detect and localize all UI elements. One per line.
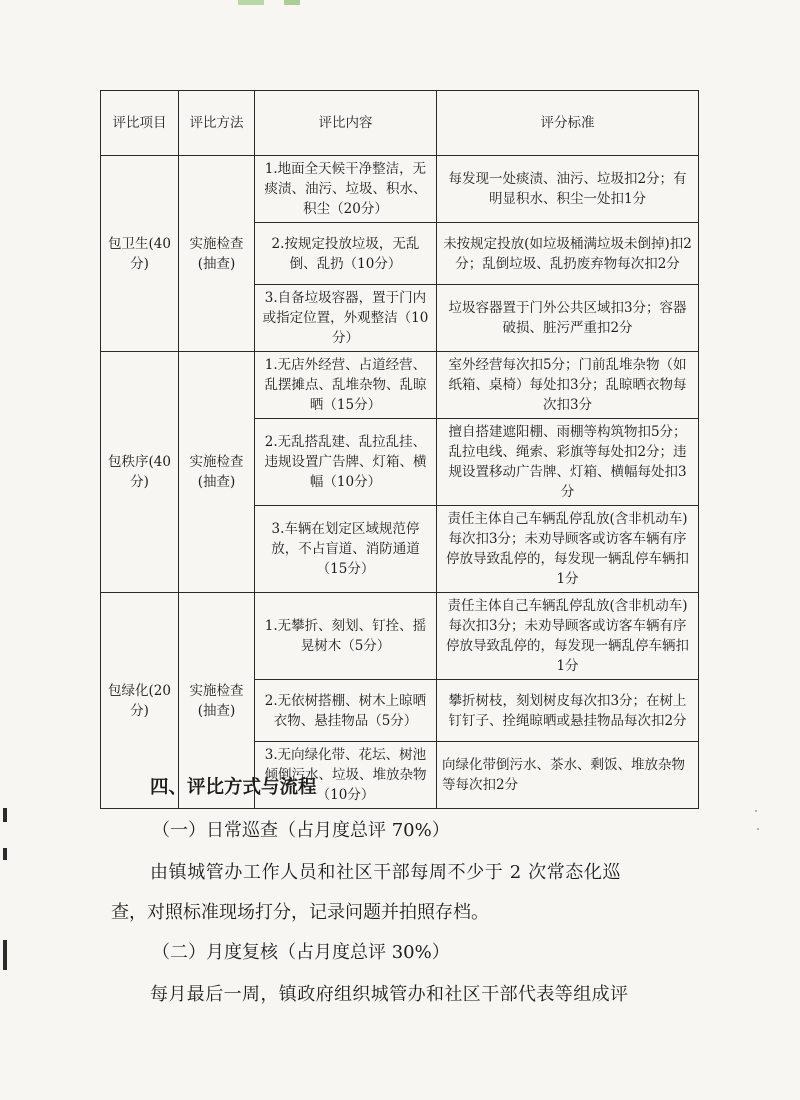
method-cell: 实施检查(抽查) [179, 593, 255, 809]
content-cell: 3.无向绿化带、花坛、树池倾倒污水、垃圾、堆放杂物（10分） [255, 742, 437, 809]
content-cell: 2.按规定投放垃圾，无乱倒、乱扔（10分） [255, 223, 437, 285]
content-cell: 1.无店外经营、占道经营、乱摆摊点、乱堆杂物、乱晾晒（15分） [255, 352, 437, 419]
paragraph-line: 查，对照标准现场打分，记录问题并拍照存档。 [111, 902, 489, 923]
subsection-title: （二）月度复核（占月度总评 30%） [152, 942, 450, 963]
content-cell: 1.地面全天候干净整洁，无痰渍、油污、垃圾、积水、积尘（20分） [255, 156, 437, 223]
header-item: 评比项目 [101, 91, 179, 156]
scan-speck [755, 810, 757, 812]
binding-mark [3, 940, 7, 970]
paragraph-line: 每月最后一周，镇政府组织城管办和社区干部代表等组成评 [150, 984, 629, 1005]
scan-mark [284, 0, 300, 5]
category-cell: 包秩序(40分) [101, 352, 179, 593]
scan-speck [757, 828, 759, 830]
rule-cell: 擅自搭建遮阳棚、雨棚等构筑物扣5分；乱拉电线、绳索、彩旗等每处扣2分；违规设置移动广告牌、灯箱、横幅每处扣3分 [437, 419, 699, 506]
binding-mark [3, 808, 7, 822]
section-title: 四、评比方式与流程 [150, 777, 317, 798]
header-content: 评比内容 [255, 91, 437, 156]
category-cell: 包绿化(20分) [101, 593, 179, 809]
scan-mark [238, 0, 264, 5]
subsection-title: （一）日常巡查（占月度总评 70%） [152, 820, 450, 841]
content-cell: 2.无依树搭棚、树木上晾晒衣物、悬挂物品（5分） [255, 680, 437, 742]
rule-cell: 每发现一处痰渍、油污、垃圾扣2分；有明显积水、积尘一处扣1分 [437, 156, 699, 223]
rule-cell: 攀折树枝，刻划树皮每次扣3分；在树上钉钉子、拴绳晾晒或悬挂物品每次扣2分 [437, 680, 699, 742]
rule-cell: 向绿化带倒污水、茶水、剩饭、堆放杂物等每次扣2分 [437, 742, 699, 809]
category-cell: 包卫生(40分) [101, 156, 179, 352]
method-cell: 实施检查(抽查) [179, 352, 255, 593]
table-row [101, 352, 699, 419]
content-cell: 2.无乱搭乱建、乱拉乱挂、违规设置广告牌、灯箱、横幅（10分） [255, 419, 437, 506]
rule-cell: 责任主体自己车辆乱停乱放(含非机动车)每次扣3分；未劝导顾客或访客车辆有序停放导致乱停的，每发现一辆乱停车辆扣1分 [437, 593, 699, 680]
rule-cell: 责任主体自己车辆乱停乱放(含非机动车)每次扣3分；未劝导顾客或访客车辆有序停放导致乱停的，每发现一辆乱停车辆扣1分 [437, 506, 699, 593]
method-cell: 实施检查(抽查) [179, 156, 255, 352]
table-header-row [101, 91, 699, 156]
rule-cell: 室外经营每次扣5分；门前乱堆杂物（如纸箱、桌椅）每处扣3分；乱晾晒衣物每次扣3分 [437, 352, 699, 419]
content-cell: 3.自备垃圾容器，置于门内或指定位置，外观整洁（10分） [255, 285, 437, 352]
header-method: 评比方法 [179, 91, 255, 156]
binding-mark [3, 848, 7, 860]
table-row [101, 593, 699, 680]
content-cell: 3.车辆在划定区域规范停放，不占盲道、消防通道（15分） [255, 506, 437, 593]
rule-cell: 未按规定投放(如垃圾桶满垃圾未倒掉)扣2分；乱倒垃圾、乱扔废弃物每次扣2分 [437, 223, 699, 285]
criteria-table [100, 90, 699, 809]
table-row [101, 156, 699, 223]
rule-cell: 垃圾容器置于门外公共区域扣3分；容器破损、脏污严重扣2分 [437, 285, 699, 352]
header-standard: 评分标准 [437, 91, 699, 156]
paragraph-line: 由镇城管办工作人员和社区干部每周不少于 2 次常态化巡 [150, 862, 622, 883]
content-cell: 1.无攀折、刻划、钉拴、摇晃树木（5分） [255, 593, 437, 680]
